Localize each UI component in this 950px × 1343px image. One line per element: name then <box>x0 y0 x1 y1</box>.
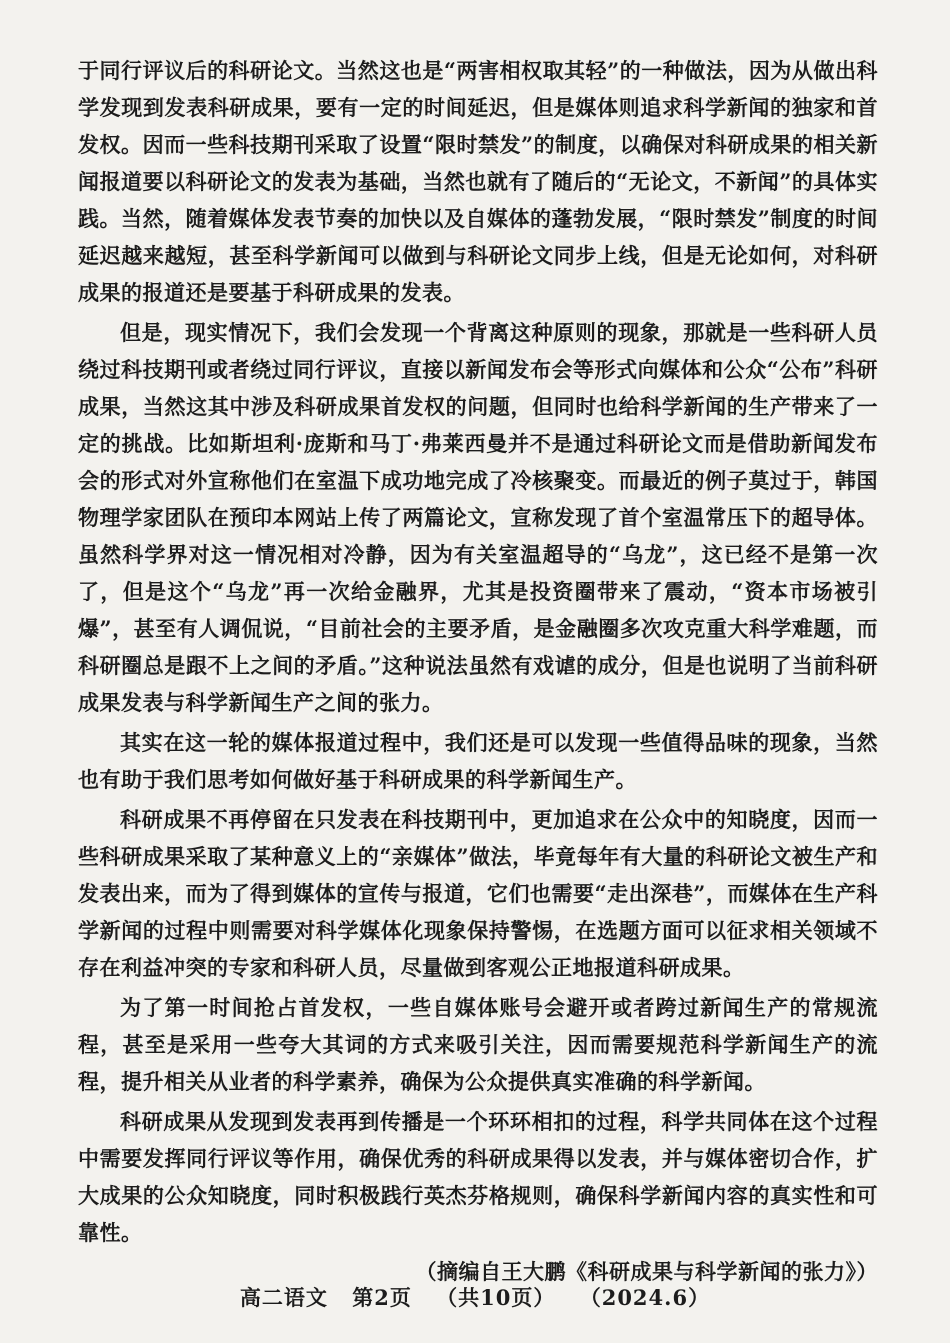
paragraph-6: 科研成果从发现到发表再到传播是一个环环相扣的过程，科学共同体在这个过程中需要发挥同行评议等作用，确保优秀的科研成果得以发表，并与媒体密切合作，扩大成果的公众知晓度，同时积极践行英杰芬格规则，确保科学新闻内容的真实性和可靠性。 <box>78 1109 878 1245</box>
paragraph-1: 于同行评议后的科研论文。当然这也是“两害相权取其轻”的一种做法，因为从做出科学发现到发表科研成果，要有一定的时间延迟，但是媒体则追求科学新闻的独家和首发权。因而一些科技期刊采取了设置“限时禁发”的制度，以确保对科研成果的相关新闻报道要以科研论文的发表为基础，当然也就有了随后的“无论文，不新闻”的具体实践。当然，随着媒体发表节奏的加快以及自媒体的蓬勃发展，“限时禁发”制度的时间延迟越来越短，甚至科学新闻可以做到与科研论文同步上线，但是无论如何，对科研成果的报道还是要基于科研成果的发表。 <box>78 58 878 305</box>
paragraph-4: 科研成果不再停留在只发表在科技期刊中，更加追求在公众中的知晓度，因而一些科研成果采取了某种意义上的“亲媒体”做法，毕竟每年有大量的科研论文被生产和发表出来，而为了得到媒体的宣传与报道，它们也需要“走出深巷”，而媒体在生产科学新闻的过程中则需要对科学媒体化现象保持警惕，在选题方面可以征求相关领域不存在利益冲突的专家和科研人员，尽量做到客观公正地报道科研成果。 <box>78 807 878 980</box>
footer-date: （2024.6） <box>579 1285 711 1310</box>
footer-total-pages: （共10页） <box>436 1285 556 1310</box>
paragraph-2: 但是，现实情况下，我们会发现一个背离这种原则的现象，那就是一些科研人员绕过科技期刊或者绕过同行评议，直接以新闻发布会等形式向媒体和公众“公布”科研成果，当然这其中涉及科研成果首发权的问题，但同时也给科学新闻的生产带来了一定的挑战。比如斯坦利·庞斯和马丁·弗莱西曼并不是通过科研论文而是借助新闻发布会的形式对外宣称他们在室温下成功地完成了冷核聚变。而最近的例子莫过于，韩国物理学家团队在预印本网站上传了两篇论文，宣称发现了首个室温常压下的超导体。虽然科学界对这一情况相对冷静，因为有关室温超导的“乌龙”，这已经不是第一次了，但是这个“乌龙”再一次给金融界，尤其是投资圈带来了震动，“资本市场被引爆”，甚至有人调侃说，“目前社会的主要矛盾，是金融圈多次攻克重大科学难题，而科研圈总是跟不上之间的矛盾。”这种说法虽然有戏谑的成分，但是也说明了当前科研成果发表与科学新闻生产之间的张力。 <box>78 320 878 715</box>
paragraph-5: 为了第一时间抢占首发权，一些自媒体账号会避开或者跨过新闻生产的常规流程，甚至是采用一些夸大其词的方式来吸引关注，因而需要规范科学新闻生产的流程，提升相关从业者的科学素养，确保为公众提供真实准确的科学新闻。 <box>78 995 878 1094</box>
document-body <box>78 52 878 1290</box>
page-footer <box>0 1282 950 1312</box>
footer-page-number: 第2页 <box>352 1285 412 1310</box>
source-citation: （摘编自王大鹏《科研成果与科学新闻的张力》） <box>415 1259 878 1284</box>
paragraph-3: 其实在这一轮的媒体报道过程中，我们还是可以发现一些值得品味的现象，当然也有助于我们思考如何做好基于科研成果的科学新闻生产。 <box>78 730 878 792</box>
footer-subject: 高二语文 <box>239 1285 328 1310</box>
